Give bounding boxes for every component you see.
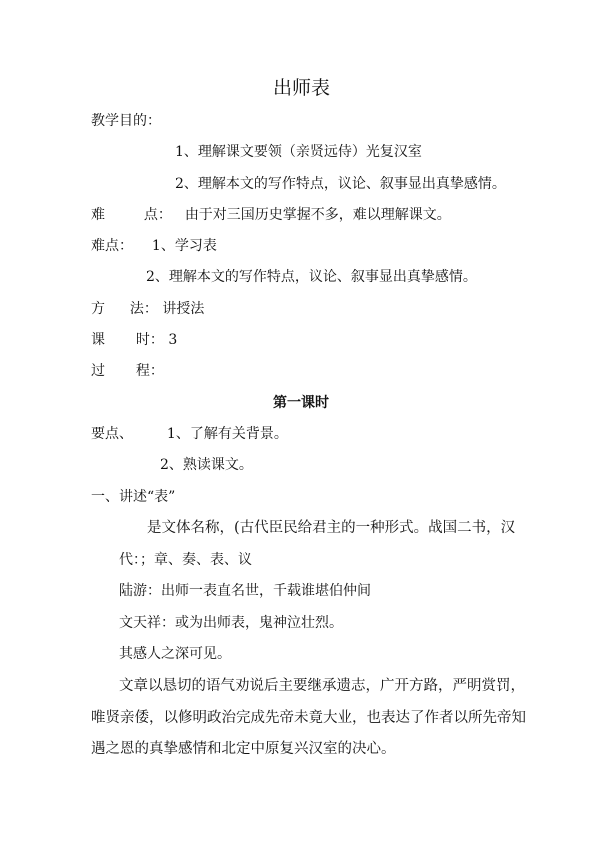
hours-label-a: 课 [91, 332, 105, 348]
keypoint-item-2: 2、理解本文的写作特点，议论、叙事显出真挚感情。 [146, 269, 477, 285]
paragraph-1-line-2: 代：；章、奏、表、议 [119, 552, 252, 568]
process-label-a: 过 [91, 363, 105, 379]
remark: 其感人之深可见。 [119, 646, 231, 662]
keypoint-row [91, 237, 217, 255]
paragraph-2-line-3: 遇之恩的真挚感情和北定中原复兴汉室的决心。 [91, 741, 396, 757]
difficulty-text: 由于对三国历史掌握不多，难以理解课文。 [184, 207, 451, 223]
paragraph-1-line-1: 是文体名称，(古代臣民给君主的一种形式。战国二书，汉 [147, 520, 516, 536]
paragraph-2-line-2: 唯贤亲倭，以修明政治完成先帝未竟大业，也表达了作者以所先帝知 [91, 710, 526, 726]
lesson-heading: 第一课时 [273, 395, 329, 411]
process-row [91, 362, 164, 380]
essential-item-1: 1、了解有关背景。 [166, 426, 288, 442]
keypoint-label: 难点： [91, 238, 133, 254]
keypoint-item-1: 1、学习表 [151, 238, 217, 254]
paragraph-2-line-1: 文章以恳切的语气劝说后主要继承遗志，广开方路，严明赏罚， [119, 678, 525, 694]
hours-value: 3 [168, 332, 178, 348]
hours-row [91, 331, 177, 349]
document-title: 出师表 [273, 77, 331, 99]
essential-item-2: 2、熟读课文。 [160, 457, 253, 473]
section-1-heading: 一、讲述“表” [91, 489, 176, 505]
method-text: 讲授法 [162, 301, 205, 317]
goal-item-1: 1、理解课文要领（亲贤远侍）光复汉室 [175, 144, 422, 160]
quote-2: 文天祥：或为出师表，鬼神泣壮烈。 [119, 615, 343, 631]
process-label-b: 程： [135, 363, 164, 379]
hours-label-b: 时： [135, 332, 164, 348]
difficulty-label-a: 难 [91, 207, 105, 223]
method-label-a: 方 [91, 301, 105, 317]
goal-item-2: 2、理解本文的写作特点，议论、叙事显出真挚感情。 [175, 176, 506, 192]
quote-1: 陆游：出师一表直名世，千载谁堪伯仲间 [119, 583, 371, 599]
teaching-goal-heading: 教学目的： [91, 113, 161, 129]
difficulty-row [91, 206, 451, 224]
difficulty-label-b: 点： [143, 207, 172, 223]
method-label-b: 法： [129, 301, 158, 317]
method-row [91, 300, 204, 318]
essentials-label: 要点、 [91, 426, 133, 442]
essentials-row [91, 425, 288, 443]
